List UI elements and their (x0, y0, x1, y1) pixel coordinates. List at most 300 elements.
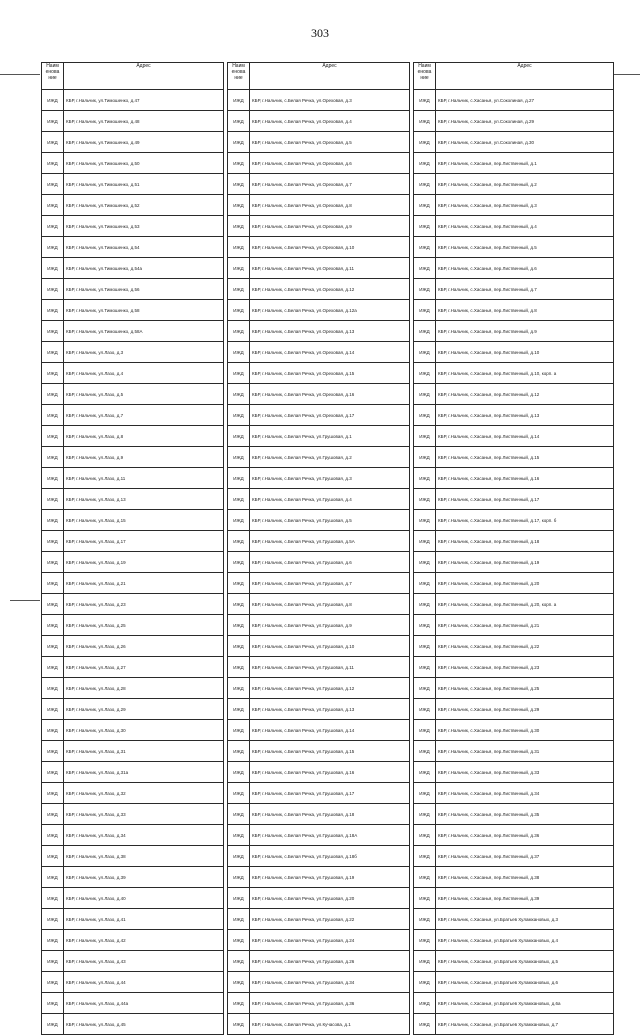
object-type-cell: ИЖД (228, 552, 250, 573)
object-type-cell: ИЖД (414, 930, 436, 951)
address-cell: КБР, г.Нальчик, с.Белая Речка, ул.Ореховая, д.15 (250, 363, 410, 384)
table-row (42, 741, 614, 762)
address-cell: КБР, г.Нальчик, ул.Лазо, д.38 (64, 846, 224, 867)
object-type-cell: ИЖД (414, 237, 436, 258)
address-cell: КБР, г.Нальчик, с.Белая Речка, ул.Грушовая, д.22 (250, 909, 410, 930)
object-type-cell: ИЖД (42, 321, 64, 342)
address-cell: КБР, г.Нальчик, ул.Лазо, д.7 (64, 405, 224, 426)
table-row (42, 825, 614, 846)
address-cell: КБР, г.Нальчик, ул.Тимошенко, д.50 (64, 153, 224, 174)
address-cell: КБР, г.Нальчик, ул.Тимошенко, д.52 (64, 195, 224, 216)
object-type-cell: ИЖД (228, 720, 250, 741)
object-type-cell: ИЖД (414, 468, 436, 489)
object-type-cell: ИЖД (42, 447, 64, 468)
object-type-cell: ИЖД (414, 867, 436, 888)
address-cell: КБР, г.Нальчик, ул.Лазо, д.8 (64, 426, 224, 447)
header-name-cell: Наим енова ние (414, 63, 436, 90)
address-cell: КБР, г.Нальчик, с.Хасанья, пер.Лиственный, д.31 (436, 741, 614, 762)
table-row (42, 993, 614, 1014)
object-type-cell: ИЖД (228, 573, 250, 594)
address-cell: КБР, г.Нальчик, с.Хасанья, пер.Лиственный, д.5 (436, 237, 614, 258)
object-type-cell: ИЖД (414, 363, 436, 384)
address-cell: КБР, г.Нальчик, с.Белая Речка, ул.Ореховая, д.16 (250, 384, 410, 405)
object-type-cell: ИЖД (42, 762, 64, 783)
address-cell: КБР, г.Нальчик, ул.Лазо, д.27 (64, 657, 224, 678)
table-row (42, 363, 614, 384)
address-cell: КБР, г.Нальчик, ул.Лазо, д.34 (64, 825, 224, 846)
object-type-cell: ИЖД (414, 615, 436, 636)
table-row (42, 447, 614, 468)
table-row (42, 216, 614, 237)
table-row (42, 930, 614, 951)
object-type-cell: ИЖД (228, 783, 250, 804)
address-cell: КБР, г.Нальчик, ул.Лазо, д.41 (64, 909, 224, 930)
object-type-cell: ИЖД (42, 594, 64, 615)
address-cell: КБР, г.Нальчик, ул.Лазо, д.33 (64, 804, 224, 825)
object-type-cell: ИЖД (42, 258, 64, 279)
address-cell: КБР, г.Нальчик, ул.Лазо, д.39 (64, 867, 224, 888)
object-type-cell: ИЖД (414, 174, 436, 195)
header-name-cell: Наим енова ние (228, 63, 250, 90)
address-cell: КБР, г.Нальчик, с.Белая Речка, ул.Ореховая, д.6 (250, 153, 410, 174)
address-cell: КБР, г.Нальчик, с.Белая Речка, ул.Грушовая, д.12 (250, 678, 410, 699)
object-type-cell: ИЖД (42, 489, 64, 510)
object-type-cell: ИЖД (414, 720, 436, 741)
object-type-cell: ИЖД (414, 678, 436, 699)
object-type-cell: ИЖД (414, 699, 436, 720)
table-row (42, 846, 614, 867)
address-cell: КБР, г.Нальчик, ул.Тимошенко, д.54 (64, 237, 224, 258)
address-cell: КБР, г.Нальчик, с.Хасанья, пер.Лиственный, д.33 (436, 762, 614, 783)
object-type-cell: ИЖД (414, 111, 436, 132)
address-cell: КБР, г.Нальчик, ул.Тимошенко, д.53 (64, 216, 224, 237)
object-type-cell: ИЖД (42, 720, 64, 741)
object-type-cell: ИЖД (414, 132, 436, 153)
address-cell: КБР, г.Нальчик, с.Хасанья, пер.Лиственный, д.13 (436, 405, 614, 426)
address-cell: КБР, г.Нальчик, с.Белая Речка, ул.Ореховая, д.9 (250, 216, 410, 237)
address-cell: КБР, г.Нальчик, с.Белая Речка, ул.Грушовая, д.9 (250, 615, 410, 636)
object-type-cell: ИЖД (42, 1014, 64, 1035)
table-row (42, 804, 614, 825)
object-type-cell: ИЖД (228, 468, 250, 489)
address-cell: КБР, г.Нальчик, с.Хасанья, пер.Лиственный, д.7 (436, 279, 614, 300)
table-row (42, 426, 614, 447)
object-type-cell: ИЖД (414, 594, 436, 615)
address-cell: КБР, г.Нальчик, с.Белая Речка, ул.Грушовая, д.14 (250, 720, 410, 741)
address-cell: КБР, г.Нальчик, с.Хасанья, пер.Лиственный, д.15 (436, 447, 614, 468)
address-cell: КБР, г.Нальчик, с.Хасанья, пер.Лиственный, д.17 (436, 489, 614, 510)
address-cell: КБР, г.Нальчик, с.Хасанья, пер.Лиственный, д.38 (436, 867, 614, 888)
object-type-cell: ИЖД (42, 132, 64, 153)
object-type-cell: ИЖД (42, 678, 64, 699)
scan-edge-line (0, 74, 40, 75)
object-type-cell: ИЖД (414, 552, 436, 573)
address-table (41, 62, 614, 1035)
address-cell: КБР, г.Нальчик, с.Белая Речка, ул.Ореховая, д.17 (250, 405, 410, 426)
object-type-cell: ИЖД (414, 258, 436, 279)
object-type-cell: ИЖД (42, 90, 64, 111)
object-type-cell: ИЖД (42, 552, 64, 573)
address-cell: КБР, г.Нальчик, ул.Тимошенко, д.58 (64, 300, 224, 321)
scan-edge-line (10, 600, 40, 601)
object-type-cell: ИЖД (414, 153, 436, 174)
object-type-cell: ИЖД (228, 888, 250, 909)
object-type-cell: ИЖД (228, 531, 250, 552)
object-type-cell: ИЖД (414, 657, 436, 678)
table-row (42, 531, 614, 552)
address-cell: КБР, г.Нальчик, с.Хасанья, пер.Лиственный, д.3 (436, 195, 614, 216)
object-type-cell: ИЖД (414, 888, 436, 909)
address-cell: КБР, г.Нальчик, с.Белая Речка, ул.Грушовая, д.10 (250, 636, 410, 657)
table-row (42, 468, 614, 489)
table-row (42, 552, 614, 573)
object-type-cell: ИЖД (414, 531, 436, 552)
address-cell: КБР, г.Нальчик, с.Белая Речка, ул.Ореховая, д.4 (250, 111, 410, 132)
address-table-body (42, 63, 614, 1035)
address-cell: КБР, г.Нальчик, с.Белая Речка, ул.Грушовая, д.20 (250, 888, 410, 909)
address-cell: КБР, г.Нальчик, с.Белая Речка, ул.Грушовая, д.6 (250, 552, 410, 573)
object-type-cell: ИЖД (414, 426, 436, 447)
address-cell: КБР, г.Нальчик, с.Хасанья, пер.Лиственный, д.36 (436, 825, 614, 846)
object-type-cell: ИЖД (42, 699, 64, 720)
address-cell: КБР, г.Нальчик, с.Белая Речка, ул.Грушовая, д.24 (250, 930, 410, 951)
object-type-cell: ИЖД (228, 132, 250, 153)
address-cell: КБР, г.Нальчик, с.Хасанья, пер.Лиственный, д.19 (436, 552, 614, 573)
address-cell: КБР, г.Нальчик, ул.Лазо, д.17 (64, 531, 224, 552)
object-type-cell: ИЖД (414, 342, 436, 363)
address-cell: КБР, г.Нальчик, с.Хасанья, пер.Лиственный, д.29 (436, 699, 614, 720)
object-type-cell: ИЖД (228, 762, 250, 783)
address-cell: КБР, г.Нальчик, с.Хасанья, пер.Лиственный, д.22 (436, 636, 614, 657)
table-row (42, 258, 614, 279)
object-type-cell: ИЖД (42, 510, 64, 531)
object-type-cell: ИЖД (228, 930, 250, 951)
object-type-cell: ИЖД (228, 909, 250, 930)
table-row (42, 1014, 614, 1035)
address-cell: КБР, г.Нальчик, с.Белая Речка, ул.Грушовая, д.8 (250, 594, 410, 615)
object-type-cell: ИЖД (414, 195, 436, 216)
object-type-cell: ИЖД (228, 153, 250, 174)
address-cell: КБР, г.Нальчик, с.Белая Речка, ул.Ореховая, д.11 (250, 258, 410, 279)
address-cell: КБР, г.Нальчик, с.Хасанья, пер.Лиственный, д.17, корп. б (436, 510, 614, 531)
address-cell: КБР, г.Нальчик, с.Белая Речка, ул.Грушовая, д.2 (250, 447, 410, 468)
object-type-cell: ИЖД (228, 867, 250, 888)
address-cell: КБР, г.Нальчик, с.Белая Речка, ул.Грушовая, д.15 (250, 741, 410, 762)
object-type-cell: ИЖД (42, 636, 64, 657)
address-cell: КБР, г.Нальчик, ул.Лазо, д.44 (64, 972, 224, 993)
address-cell: КБР, г.Нальчик, ул.Лазо, д.9 (64, 447, 224, 468)
address-cell: КБР, г.Нальчик, ул.Лазо, д.42 (64, 930, 224, 951)
address-cell: КБР, г.Нальчик, с.Белая Речка, ул.Грушовая, д.19 (250, 867, 410, 888)
address-cell: КБР, г.Нальчик, с.Белая Речка, ул.Грушовая, д.26 (250, 951, 410, 972)
scan-edge-line (614, 74, 640, 75)
object-type-cell: ИЖД (228, 384, 250, 405)
address-cell: КБР, г.Нальчик, с.Белая Речка, ул.Грушовая, д.3 (250, 468, 410, 489)
address-cell: КБР, г.Нальчик, с.Хасанья, пер.Лиственный, д.2 (436, 174, 614, 195)
address-cell: КБР, г.Нальчик, с.Белая Речка, ул.Грушовая, д.34 (250, 972, 410, 993)
table-row (42, 888, 614, 909)
object-type-cell: ИЖД (228, 300, 250, 321)
address-cell: КБР, г.Нальчик, с.Хасанья, пер.Лиственный, д.1 (436, 153, 614, 174)
address-cell: КБР, г.Нальчик, с.Хасанья, пер.Лиственный, д.14 (436, 426, 614, 447)
address-cell: КБР, г.Нальчик, с.Хасанья, ул.Соколиная, д.29 (436, 111, 614, 132)
table-row (42, 90, 614, 111)
object-type-cell: ИЖД (414, 762, 436, 783)
object-type-cell: ИЖД (228, 426, 250, 447)
address-cell: КБР, г.Нальчик, ул.Лазо, д.31а (64, 762, 224, 783)
address-cell: КБР, г.Нальчик, с.Белая Речка, ул.Ореховая, д.5 (250, 132, 410, 153)
address-cell: КБР, г.Нальчик, с.Хасанья, пер.Лиственный, д.37 (436, 846, 614, 867)
table-row (42, 783, 614, 804)
address-cell: КБР, г.Нальчик, ул.Лазо, д.19 (64, 552, 224, 573)
object-type-cell: ИЖД (228, 489, 250, 510)
address-cell: КБР, г.Нальчик, с.Белая Речка, ул.Ореховая, д.12 (250, 279, 410, 300)
object-type-cell: ИЖД (42, 195, 64, 216)
object-type-cell: ИЖД (42, 993, 64, 1014)
address-cell: КБР, г.Нальчик, с.Хасанья, ул.Братьев Хуламхановых, д.6 (436, 972, 614, 993)
table-row (42, 195, 614, 216)
address-cell: КБР, г.Нальчик, ул.Лазо, д.21 (64, 573, 224, 594)
object-type-cell: ИЖД (414, 279, 436, 300)
object-type-cell: ИЖД (414, 825, 436, 846)
object-type-cell: ИЖД (414, 783, 436, 804)
address-cell: КБР, г.Нальчик, с.Хасанья, пер.Лиственный, д.10 (436, 342, 614, 363)
object-type-cell: ИЖД (414, 510, 436, 531)
address-cell: КБР, г.Нальчик, с.Хасанья, пер.Лиственный, д.12 (436, 384, 614, 405)
object-type-cell: ИЖД (42, 216, 64, 237)
object-type-cell: ИЖД (42, 468, 64, 489)
address-cell: КБР, г.Нальчик, с.Белая Речка, ул.Кучасова, д.1 (250, 1014, 410, 1035)
table-row (42, 405, 614, 426)
object-type-cell: ИЖД (42, 279, 64, 300)
object-type-cell: ИЖД (42, 300, 64, 321)
address-cell: КБР, г.Нальчик, ул.Лазо, д.25 (64, 615, 224, 636)
object-type-cell: ИЖД (42, 426, 64, 447)
address-cell: КБР, г.Нальчик, с.Хасанья, пер.Лиственный, д.21 (436, 615, 614, 636)
object-type-cell: ИЖД (42, 951, 64, 972)
header-address-cell: Адрес (436, 63, 614, 90)
object-type-cell: ИЖД (228, 993, 250, 1014)
address-cell: КБР, г.Нальчик, ул.Лазо, д.44а (64, 993, 224, 1014)
address-cell: КБР, г.Нальчик, с.Белая Речка, ул.Грушовая, д.1 (250, 426, 410, 447)
address-cell: КБР, г.Нальчик, ул.Лазо, д.5 (64, 384, 224, 405)
table-row (42, 657, 614, 678)
address-cell: КБР, г.Нальчик, с.Хасанья, пер.Лиственный, д.25 (436, 678, 614, 699)
table-row (42, 384, 614, 405)
object-type-cell: ИЖД (414, 972, 436, 993)
table-row (42, 573, 614, 594)
address-cell: КБР, г.Нальчик, с.Хасанья, пер.Лиственный, д.10, корп. а (436, 363, 614, 384)
table-header-row (42, 63, 614, 90)
address-cell: КБР, г.Нальчик, с.Хасанья, ул.Братьев Хуламхановых, д.6а (436, 993, 614, 1014)
object-type-cell: ИЖД (414, 384, 436, 405)
address-cell: КБР, г.Нальчик, с.Хасанья, пер.Лиственный, д.35 (436, 804, 614, 825)
address-cell: КБР, г.Нальчик, с.Хасанья, ул.Братьев Хуламхановых, д.7 (436, 1014, 614, 1035)
address-cell: КБР, г.Нальчик, с.Хасанья, пер.Лиственный, д.9 (436, 321, 614, 342)
table-row (42, 111, 614, 132)
address-cell: КБР, г.Нальчик, с.Белая Речка, ул.Грушовая, д.36 (250, 993, 410, 1014)
address-cell: КБР, г.Нальчик, ул.Лазо, д.40 (64, 888, 224, 909)
table-row (42, 132, 614, 153)
object-type-cell: ИЖД (228, 825, 250, 846)
object-type-cell: ИЖД (42, 846, 64, 867)
object-type-cell: ИЖД (42, 111, 64, 132)
header-address-cell: Адрес (250, 63, 410, 90)
address-cell: КБР, г.Нальчик, с.Хасанья, пер.Лиственный, д.16 (436, 468, 614, 489)
address-cell: КБР, г.Нальчик, ул.Лазо, д.4 (64, 363, 224, 384)
object-type-cell: ИЖД (414, 489, 436, 510)
object-type-cell: ИЖД (228, 657, 250, 678)
address-cell: КБР, г.Нальчик, с.Хасанья, пер.Лиственный, д.30 (436, 720, 614, 741)
address-cell: КБР, г.Нальчик, с.Белая Речка, ул.Грушовая, д.18 (250, 804, 410, 825)
table-row (42, 720, 614, 741)
object-type-cell: ИЖД (228, 111, 250, 132)
address-cell: КБР, г.Нальчик, ул.Тимошенко, д.58А (64, 321, 224, 342)
table-row (42, 909, 614, 930)
object-type-cell: ИЖД (414, 405, 436, 426)
object-type-cell: ИЖД (228, 699, 250, 720)
address-cell: КБР, г.Нальчик, с.Хасанья, пер.Лиственный, д.4 (436, 216, 614, 237)
address-cell: КБР, г.Нальчик, ул.Лазо, д.28 (64, 678, 224, 699)
table-row (42, 972, 614, 993)
address-cell: КБР, г.Нальчик, ул.Лазо, д.32 (64, 783, 224, 804)
address-cell: КБР, г.Нальчик, с.Хасанья, ул.Братьев Хуламхановых, д.5 (436, 951, 614, 972)
address-cell: КБР, г.Нальчик, с.Белая Речка, ул.Ореховая, д.3 (250, 90, 410, 111)
object-type-cell: ИЖД (42, 174, 64, 195)
address-cell: КБР, г.Нальчик, с.Хасанья, пер.Лиственный, д.20, корп. а (436, 594, 614, 615)
table-row (42, 762, 614, 783)
object-type-cell: ИЖД (42, 531, 64, 552)
table-row (42, 279, 614, 300)
address-cell: КБР, г.Нальчик, с.Белая Речка, ул.Ореховая, д.12а (250, 300, 410, 321)
object-type-cell: ИЖД (42, 405, 64, 426)
object-type-cell: ИЖД (228, 363, 250, 384)
address-cell: КБР, г.Нальчик, с.Хасанья, ул.Соколиная, д.30 (436, 132, 614, 153)
table-row (42, 153, 614, 174)
address-cell: КБР, г.Нальчик, ул.Тимошенко, д.49 (64, 132, 224, 153)
address-cell: КБР, г.Нальчик, с.Хасанья, пер.Лиственный, д.20 (436, 573, 614, 594)
table-row (42, 678, 614, 699)
address-cell: КБР, г.Нальчик, с.Белая Речка, ул.Грушовая, д.7 (250, 573, 410, 594)
object-type-cell: ИЖД (228, 342, 250, 363)
object-type-cell: ИЖД (414, 909, 436, 930)
table-row (42, 300, 614, 321)
address-cell: КБР, г.Нальчик, с.Белая Речка, ул.Грушовая, д.16 (250, 762, 410, 783)
address-cell: КБР, г.Нальчик, с.Белая Речка, ул.Ореховая, д.7 (250, 174, 410, 195)
address-cell: КБР, г.Нальчик, с.Белая Речка, ул.Грушовая, д.5А (250, 531, 410, 552)
object-type-cell: ИЖД (228, 678, 250, 699)
object-type-cell: ИЖД (42, 384, 64, 405)
address-cell: КБР, г.Нальчик, с.Хасанья, пер.Лиственный, д.23 (436, 657, 614, 678)
object-type-cell: ИЖД (228, 258, 250, 279)
object-type-cell: ИЖД (414, 1014, 436, 1035)
object-type-cell: ИЖД (228, 447, 250, 468)
address-cell: КБР, г.Нальчик, ул.Лазо, д.30 (64, 720, 224, 741)
table-row (42, 489, 614, 510)
object-type-cell: ИЖД (414, 447, 436, 468)
address-cell: КБР, г.Нальчик, ул.Лазо, д.29 (64, 699, 224, 720)
object-type-cell: ИЖД (42, 783, 64, 804)
address-cell: КБР, г.Нальчик, ул.Тимошенко, д.51 (64, 174, 224, 195)
object-type-cell: ИЖД (228, 951, 250, 972)
header-name-cell: Наим енова ние (42, 63, 64, 90)
object-type-cell: ИЖД (414, 216, 436, 237)
object-type-cell: ИЖД (414, 90, 436, 111)
object-type-cell: ИЖД (228, 846, 250, 867)
object-type-cell: ИЖД (414, 300, 436, 321)
address-cell: КБР, г.Нальчик, с.Хасанья, пер.Лиственный, д.18 (436, 531, 614, 552)
address-cell: КБР, г.Нальчик, ул.Тимошенко, д.48 (64, 111, 224, 132)
address-cell: КБР, г.Нальчик, с.Хасанья, ул.Соколиная, д.27 (436, 90, 614, 111)
address-cell: КБР, г.Нальчик, с.Хасанья, пер.Лиственный, д.34 (436, 783, 614, 804)
table-row (42, 321, 614, 342)
address-cell: КБР, г.Нальчик, с.Белая Речка, ул.Грушовая, д.4 (250, 489, 410, 510)
object-type-cell: ИЖД (414, 951, 436, 972)
table-row (42, 510, 614, 531)
address-cell: КБР, г.Нальчик, с.Белая Речка, ул.Грушовая, д.13 (250, 699, 410, 720)
header-address-cell: Адрес (64, 63, 224, 90)
object-type-cell: ИЖД (42, 153, 64, 174)
object-type-cell: ИЖД (42, 930, 64, 951)
object-type-cell: ИЖД (42, 909, 64, 930)
object-type-cell: ИЖД (228, 615, 250, 636)
object-type-cell: ИЖД (414, 804, 436, 825)
object-type-cell: ИЖД (42, 615, 64, 636)
address-cell: КБР, г.Нальчик, с.Хасанья, ул.Братьев Хуламхановых, д.4 (436, 930, 614, 951)
object-type-cell: ИЖД (42, 363, 64, 384)
object-type-cell: ИЖД (228, 90, 250, 111)
object-type-cell: ИЖД (228, 1014, 250, 1035)
object-type-cell: ИЖД (228, 279, 250, 300)
address-cell: КБР, г.Нальчик, с.Хасанья, пер.Лиственный, д.6 (436, 258, 614, 279)
address-cell: КБР, г.Нальчик, ул.Лазо, д.43 (64, 951, 224, 972)
table-row (42, 615, 614, 636)
address-cell: КБР, г.Нальчик, ул.Тимошенко, д.54а (64, 258, 224, 279)
address-cell: КБР, г.Нальчик, с.Белая Речка, ул.Ореховая, д.10 (250, 237, 410, 258)
object-type-cell: ИЖД (228, 972, 250, 993)
object-type-cell: ИЖД (228, 804, 250, 825)
address-cell: КБР, г.Нальчик, с.Белая Речка, ул.Ореховая, д.13 (250, 321, 410, 342)
object-type-cell: ИЖД (414, 993, 436, 1014)
address-cell: КБР, г.Нальчик, ул.Лазо, д.45 (64, 1014, 224, 1035)
object-type-cell: ИЖД (228, 510, 250, 531)
table-row (42, 636, 614, 657)
object-type-cell: ИЖД (228, 741, 250, 762)
address-cell: КБР, г.Нальчик, ул.Лазо, д.11 (64, 468, 224, 489)
address-cell: КБР, г.Нальчик, ул.Лазо, д.26 (64, 636, 224, 657)
address-cell: КБР, г.Нальчик, с.Хасанья, пер.Лиственный, д.39 (436, 888, 614, 909)
table-row (42, 174, 614, 195)
address-cell: КБР, г.Нальчик, с.Белая Речка, ул.Ореховая, д.14 (250, 342, 410, 363)
address-cell: КБР, г.Нальчик, ул.Лазо, д.3 (64, 342, 224, 363)
table-row (42, 594, 614, 615)
address-cell: КБР, г.Нальчик, с.Белая Речка, ул.Грушовая, д.17 (250, 783, 410, 804)
object-type-cell: ИЖД (42, 657, 64, 678)
object-type-cell: ИЖД (42, 804, 64, 825)
object-type-cell: ИЖД (414, 573, 436, 594)
object-type-cell: ИЖД (228, 636, 250, 657)
object-type-cell: ИЖД (414, 741, 436, 762)
object-type-cell: ИЖД (42, 237, 64, 258)
table-row (42, 342, 614, 363)
object-type-cell: ИЖД (228, 321, 250, 342)
page-number: 303 (311, 26, 329, 40)
address-cell: КБР, г.Нальчик, ул.Тимошенко, д.47 (64, 90, 224, 111)
address-cell: КБР, г.Нальчик, с.Белая Речка, ул.Ореховая, д.8 (250, 195, 410, 216)
object-type-cell: ИЖД (414, 846, 436, 867)
object-type-cell: ИЖД (414, 636, 436, 657)
object-type-cell: ИЖД (42, 888, 64, 909)
